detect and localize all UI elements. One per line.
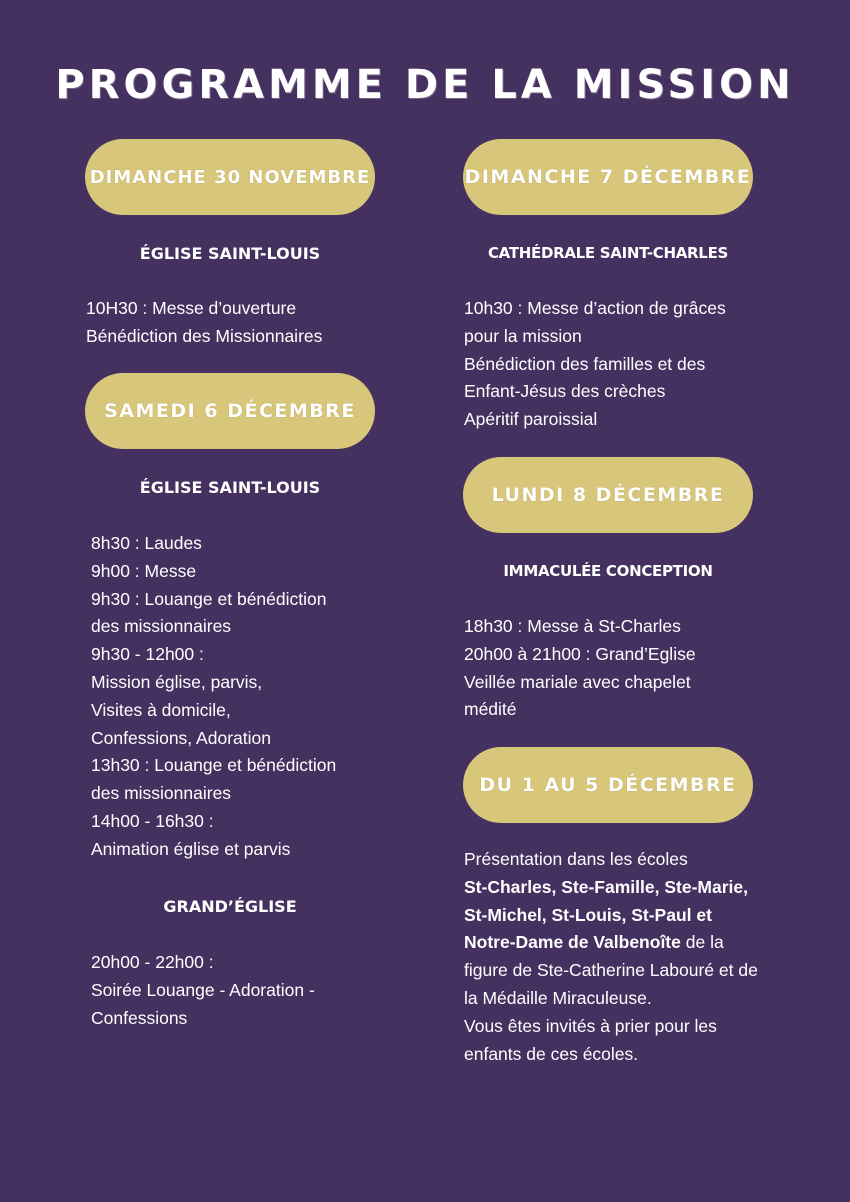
day-badge-dimanche-7-decembre: DIMANCHE 7 DÉCEMBRE — [463, 139, 753, 215]
schedule-line: 10h30 : Messe d’action de grâces — [464, 298, 726, 318]
schedule-line: 9h30 - 12h00 : — [91, 644, 204, 665]
schedule-list-lundi-8 — [464, 613, 696, 724]
schedule-line: 10H30 : Messe d’ouverture — [86, 298, 297, 318]
schools-names: St-Charles, Ste-Famille, Ste-Marie, St-Michel, St-Louis, St-Paul et Notre-Dame de Valbenoîte — [464, 876, 748, 953]
schedule-line: 20h00 - 22h00 : — [91, 952, 214, 972]
place-heading-cathedrale-saint-charles: CATHÉDRALE SAINT-CHARLES — [487, 244, 729, 262]
day-badge-dimanche-30-novembre: DIMANCHE 30 NOVEMBRE — [85, 139, 375, 215]
schools-intro: Présentation dans les écoles — [464, 849, 688, 869]
page-title: PROGRAMME DE LA MISSION — [55, 62, 795, 108]
place-heading-grand-eglise: GRAND’ÉGLISE — [163, 897, 297, 916]
schedule-list-dimanche-7 — [464, 295, 726, 434]
schedule-line: Bénédiction des Missionnaires — [86, 325, 323, 346]
schedule-line: 9h00 : Messe — [91, 560, 197, 581]
schedule-line: 8h30 : Laudes — [91, 533, 202, 553]
schedule-line: 14h00 - 16h30 : — [91, 810, 214, 831]
day-badge-du-1-au-5-decembre: DU 1 AU 5 DÉCEMBRE — [463, 747, 753, 823]
schedule-line: Confessions — [91, 1007, 188, 1028]
place-heading-eglise-saint-louis-2: ÉGLISE SAINT-LOUIS — [139, 478, 321, 497]
schedule-line: 13h30 : Louange et bénédiction — [91, 755, 337, 776]
schedule-list-dimanche-30 — [86, 295, 322, 351]
schedule-line: Visites à domicile, — [91, 699, 231, 720]
schedule-line: médité — [464, 699, 517, 720]
schedule-line: Bénédiction des familles et des — [464, 353, 706, 374]
schools-rest: de la figure de Ste-Catherine Labouré et de la Médaille Miraculeuse. — [464, 932, 758, 1008]
schedule-list-grand-eglise — [91, 949, 315, 1032]
place-heading-immaculee-conception: IMMACULÉE CONCEPTION — [503, 562, 713, 580]
day-badge-lundi-8-decembre: LUNDI 8 DÉCEMBRE — [463, 457, 753, 533]
schedule-line: Confessions, Adoration — [91, 727, 271, 748]
schedule-line: 9h30 : Louange et bénédiction — [91, 588, 327, 609]
schools-closing: Vous êtes invités à prier pour les enfants de ces écoles. — [464, 1015, 717, 1064]
schedule-line: Enfant-Jésus des crèches — [464, 381, 666, 402]
schedule-line: Apéritif paroissial — [464, 409, 598, 430]
day-badge-samedi-6-decembre: SAMEDI 6 DÉCEMBRE — [85, 373, 375, 449]
schedule-line: 18h30 : Messe à St-Charles — [464, 616, 681, 636]
schools-paragraph — [464, 846, 764, 1068]
schedule-line: 20h00 à 21h00 : Grand’Eglise — [464, 643, 696, 664]
place-heading-eglise-saint-louis: ÉGLISE SAINT-LOUIS — [139, 244, 321, 263]
schools-body — [464, 874, 764, 1013]
schedule-line: des missionnaires — [91, 616, 232, 637]
schedule-line: Animation église et parvis — [91, 838, 291, 859]
schedule-list-samedi-6 — [91, 530, 336, 864]
schedule-line: pour la mission — [464, 325, 582, 346]
schedule-line: des missionnaires — [91, 783, 232, 804]
schedule-line: Veillée mariale avec chapelet — [464, 671, 691, 692]
schedule-line: Soirée Louange - Adoration - — [91, 979, 315, 1000]
schedule-line: Mission église, parvis, — [91, 671, 263, 692]
